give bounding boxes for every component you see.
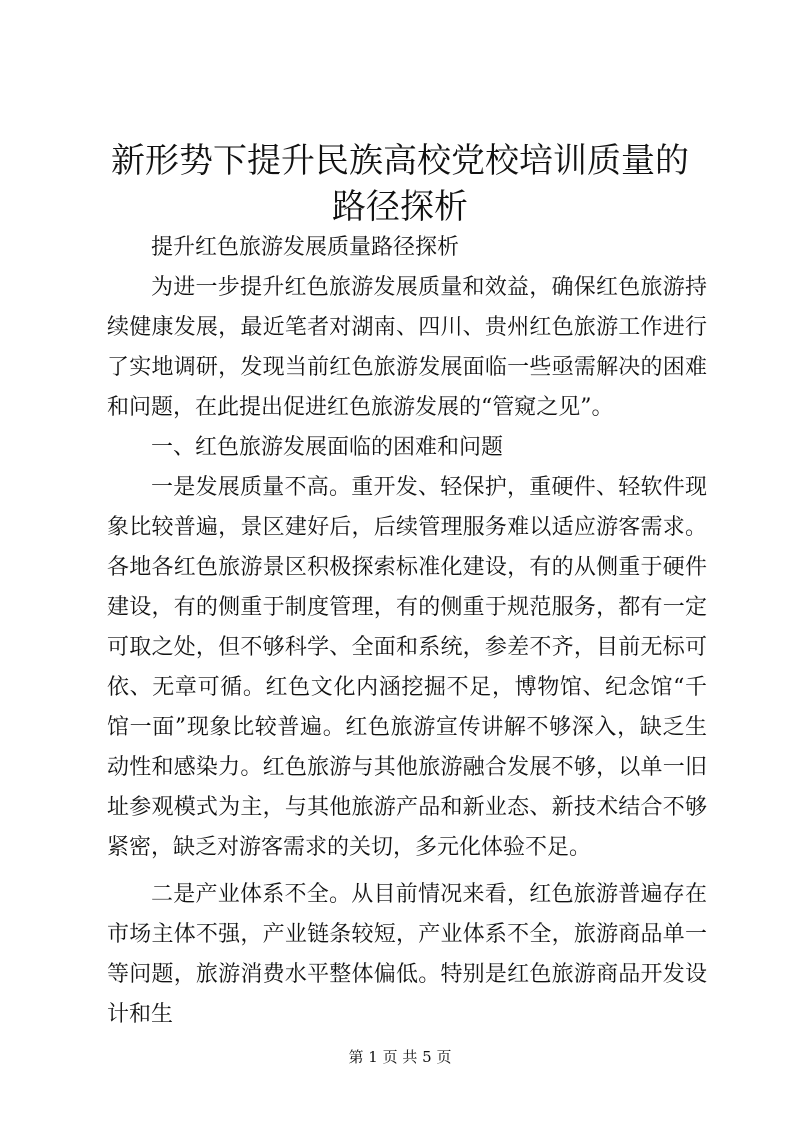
paragraph-section-heading: 一、红色旅游发展面临的困难和问题 <box>151 435 504 460</box>
paragraph-subtitle: 提升红色旅游发展质量路径探析 <box>151 235 460 260</box>
paragraph-quality-issue: 一是发展质量不高。重开发、轻保护，重硬件、轻软件现象比较普遍，景区建好后，后续管理服务难以适应游客需求。各地各红色旅游景区积极探索标准化建设，有的从侧重于硬件建设，有的侧重于制度管理，有的侧重于规范服务，都有一定可取之处，但不够科学、全面和系统，参差不齐，目前无标可依、无章可循。红色文化内涵挖掘不足，博物馆、纪念馆“千馆一面”现象比较普遍。红色旅游宣传讲解不够深入，缺乏生动性和感染力。红色旅游与其他旅游融合发展不够，以单一旧址参观模式为主，与其他旅游产品和新业态、新技术结合不够紧密，缺乏对游客需求的关切，多元化体验不足。 <box>107 475 707 860</box>
paragraph-intro: 为进一步提升红色旅游发展质量和效益，确保红色旅游持续健康发展，最近笔者对湖南、四川、贵州红色旅游工作进行了实地调研，发现当前红色旅游发展面临一些亟需解决的困难和问题，在此提出促进红色旅游发展的“管窥之见”。 <box>107 275 707 420</box>
document-title: 新形势下提升民族高校党校培训质量的路径探析 <box>111 141 689 227</box>
page-number-footer: 第 1 页 共 5 页 <box>348 1048 452 1066</box>
document-body <box>107 228 707 1035</box>
paragraph-industry-issue: 二是产业体系不全。从目前情况来看，红色旅游普遍存在市场主体不强，产业链条较短，产业体系不全，旅游商品单一等问题，旅游消费水平整体偏低。特别是红色旅游商品开发设计和生 <box>107 882 707 1027</box>
